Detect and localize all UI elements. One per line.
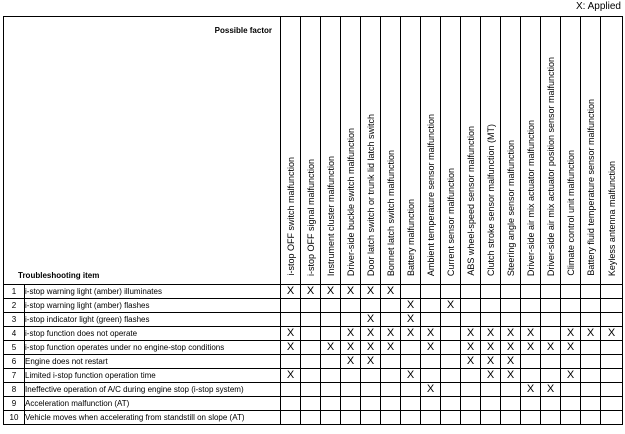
applied-mark: X — [421, 327, 441, 341]
empty-cell — [481, 285, 501, 299]
empty-cell — [381, 383, 401, 397]
empty-cell — [541, 411, 561, 425]
troubleshooting-item: i-stop indicator light (green) flashes — [25, 313, 281, 327]
empty-cell — [501, 397, 521, 411]
troubleshooting-item: i-stop warning light (amber) illuminates — [25, 285, 281, 299]
row-number: 7 — [4, 369, 25, 383]
empty-cell — [461, 313, 481, 327]
empty-cell — [501, 313, 521, 327]
applied-mark: X — [381, 341, 401, 355]
applied-mark: X — [361, 285, 381, 299]
factor-header — [361, 17, 381, 285]
applied-mark: X — [561, 369, 581, 383]
table-row — [4, 313, 623, 327]
empty-cell — [561, 285, 581, 299]
empty-cell — [301, 341, 321, 355]
row-number: 5 — [4, 341, 25, 355]
empty-cell — [481, 411, 501, 425]
row-number: 2 — [4, 299, 25, 313]
empty-cell — [581, 313, 601, 327]
factor-label: Bonnet latch switch malfunction — [385, 149, 396, 276]
empty-cell — [441, 313, 461, 327]
empty-cell — [561, 383, 581, 397]
factor-header — [421, 17, 441, 285]
applied-mark: X — [481, 355, 501, 369]
empty-cell — [441, 355, 461, 369]
applied-mark: X — [481, 341, 501, 355]
empty-cell — [461, 369, 481, 383]
empty-cell — [421, 313, 441, 327]
factor-header — [381, 17, 401, 285]
empty-cell — [341, 397, 361, 411]
empty-cell — [321, 411, 341, 425]
troubleshooting-item: Ineffective operation of A/C during engine stop (i-stop system) — [25, 383, 281, 397]
applied-mark: X — [521, 327, 541, 341]
empty-cell — [321, 397, 341, 411]
factor-label: Battery malfunction — [405, 198, 416, 276]
applied-mark: X — [361, 327, 381, 341]
header-row — [4, 17, 623, 285]
empty-cell — [301, 355, 321, 369]
empty-cell — [441, 327, 461, 341]
empty-cell — [401, 397, 421, 411]
applied-mark: X — [361, 313, 381, 327]
empty-cell — [521, 355, 541, 369]
row-number: 9 — [4, 397, 25, 411]
troubleshooting-item: i-stop function does not operate — [25, 327, 281, 341]
empty-cell — [401, 355, 421, 369]
applied-mark: X — [501, 355, 521, 369]
factor-label: i-stop OFF signal malfunction — [305, 158, 316, 276]
row-number: 1 — [4, 285, 25, 299]
empty-cell — [521, 285, 541, 299]
factor-header — [521, 17, 541, 285]
empty-cell — [501, 285, 521, 299]
applied-mark: X — [281, 369, 301, 383]
empty-cell — [521, 369, 541, 383]
factor-label: Current sensor malfunction — [445, 167, 456, 276]
empty-cell — [381, 313, 401, 327]
possible-factor-heading: Possible factor — [214, 26, 272, 35]
empty-cell — [381, 369, 401, 383]
factor-header — [501, 17, 521, 285]
applied-mark: X — [401, 313, 421, 327]
empty-cell — [301, 383, 321, 397]
empty-cell — [341, 369, 361, 383]
empty-cell — [341, 313, 361, 327]
empty-cell — [281, 313, 301, 327]
troubleshooting-item-heading: Troubleshooting item — [18, 271, 100, 280]
table-row — [4, 383, 623, 397]
factor-label: Steering angle sensor malfunction — [505, 139, 516, 276]
table-row — [4, 411, 623, 425]
troubleshooting-item: i-stop warning light (amber) flashes — [25, 299, 281, 313]
empty-cell — [461, 299, 481, 313]
table-row — [4, 355, 623, 369]
empty-cell — [401, 341, 421, 355]
empty-cell — [421, 355, 441, 369]
empty-cell — [381, 411, 401, 425]
empty-cell — [581, 355, 601, 369]
factor-header — [301, 17, 321, 285]
table-row — [4, 299, 623, 313]
applied-mark: X — [601, 327, 623, 341]
empty-cell — [521, 411, 541, 425]
empty-cell — [281, 355, 301, 369]
factor-header — [401, 17, 421, 285]
applied-mark: X — [581, 327, 601, 341]
empty-cell — [441, 411, 461, 425]
applied-mark: X — [341, 285, 361, 299]
empty-cell — [541, 355, 561, 369]
empty-cell — [541, 369, 561, 383]
applied-mark: X — [421, 341, 441, 355]
factor-header — [281, 17, 301, 285]
empty-cell — [421, 411, 441, 425]
applied-mark: X — [561, 341, 581, 355]
applied-mark: X — [341, 341, 361, 355]
empty-cell — [361, 369, 381, 383]
applied-mark: X — [381, 327, 401, 341]
empty-cell — [601, 313, 623, 327]
empty-cell — [561, 411, 581, 425]
applied-mark: X — [301, 285, 321, 299]
empty-cell — [361, 411, 381, 425]
empty-cell — [281, 383, 301, 397]
empty-cell — [581, 299, 601, 313]
applied-mark: X — [321, 285, 341, 299]
empty-cell — [601, 369, 623, 383]
empty-cell — [601, 397, 623, 411]
factor-label: Driver-side air mix actuator position sensor malfunction — [545, 56, 556, 276]
row-number: 8 — [4, 383, 25, 397]
applied-mark: X — [521, 383, 541, 397]
empty-cell — [461, 411, 481, 425]
factor-header — [461, 17, 481, 285]
empty-cell — [281, 299, 301, 313]
empty-cell — [481, 313, 501, 327]
empty-cell — [381, 397, 401, 411]
empty-cell — [521, 313, 541, 327]
empty-cell — [601, 355, 623, 369]
applied-mark: X — [401, 369, 421, 383]
applied-mark: X — [481, 327, 501, 341]
empty-cell — [341, 299, 361, 313]
row-number: 10 — [4, 411, 25, 425]
applied-mark: X — [401, 327, 421, 341]
factor-header — [581, 17, 601, 285]
empty-cell — [301, 411, 321, 425]
applied-mark: X — [401, 299, 421, 313]
empty-cell — [541, 285, 561, 299]
applied-mark: X — [441, 299, 461, 313]
applied-mark: X — [521, 341, 541, 355]
empty-cell — [321, 299, 341, 313]
factor-label: Driver-side air mix actuator malfunction — [525, 119, 536, 276]
factor-label: ABS wheel-speed sensor malfunction — [465, 126, 476, 276]
troubleshooting-item: Acceleration malfunction (AT) — [25, 397, 281, 411]
applied-mark: X — [361, 355, 381, 369]
empty-cell — [341, 383, 361, 397]
applied-mark: X — [281, 285, 301, 299]
empty-cell — [601, 383, 623, 397]
applied-mark: X — [361, 341, 381, 355]
legend: X: Applied — [575, 1, 621, 12]
applied-mark: X — [561, 327, 581, 341]
empty-cell — [401, 383, 421, 397]
empty-cell — [421, 299, 441, 313]
row-number: 3 — [4, 313, 25, 327]
applied-mark: X — [381, 285, 401, 299]
empty-cell — [541, 313, 561, 327]
empty-cell — [461, 285, 481, 299]
factor-header — [441, 17, 461, 285]
troubleshooting-item: Limited i-stop function operation time — [25, 369, 281, 383]
table-row — [4, 327, 623, 341]
empty-cell — [301, 397, 321, 411]
empty-cell — [361, 299, 381, 313]
empty-cell — [301, 327, 321, 341]
empty-cell — [461, 383, 481, 397]
applied-mark: X — [281, 327, 301, 341]
applied-mark: X — [461, 341, 481, 355]
empty-cell — [581, 369, 601, 383]
table-row — [4, 369, 623, 383]
empty-cell — [541, 327, 561, 341]
applied-mark: X — [321, 341, 341, 355]
empty-cell — [401, 285, 421, 299]
applied-mark: X — [541, 341, 561, 355]
empty-cell — [321, 327, 341, 341]
applied-mark: X — [281, 341, 301, 355]
empty-cell — [361, 397, 381, 411]
troubleshooting-item: i-stop function operates under no engine-stop conditions — [25, 341, 281, 355]
empty-cell — [501, 383, 521, 397]
factor-label: Climate control unit malfunction — [565, 150, 576, 276]
empty-cell — [541, 397, 561, 411]
empty-cell — [561, 313, 581, 327]
empty-cell — [441, 341, 461, 355]
empty-cell — [281, 397, 301, 411]
empty-cell — [561, 299, 581, 313]
empty-cell — [561, 355, 581, 369]
factor-label: Door latch switch or trunk lid latch switch — [365, 113, 376, 276]
empty-cell — [321, 313, 341, 327]
troubleshooting-item: Engine does not restart — [25, 355, 281, 369]
empty-cell — [441, 383, 461, 397]
empty-cell — [521, 299, 541, 313]
factor-header — [321, 17, 341, 285]
row-number: 6 — [4, 355, 25, 369]
empty-cell — [401, 411, 421, 425]
troubleshooting-item: Vehicle moves when accelerating from standstill on slope (AT) — [25, 411, 281, 425]
empty-cell — [381, 355, 401, 369]
applied-mark: X — [461, 327, 481, 341]
empty-cell — [601, 341, 623, 355]
applied-mark: X — [341, 327, 361, 341]
factor-label: Driver-side buckle switch malfunction — [345, 127, 356, 276]
empty-cell — [321, 355, 341, 369]
empty-cell — [301, 313, 321, 327]
empty-cell — [461, 397, 481, 411]
empty-cell — [441, 369, 461, 383]
empty-cell — [601, 299, 623, 313]
empty-cell — [481, 299, 501, 313]
empty-cell — [301, 369, 321, 383]
applied-mark: X — [501, 369, 521, 383]
factor-label: Keyless antenna malfunction — [606, 160, 617, 276]
empty-cell — [581, 397, 601, 411]
factor-label: i-stop OFF switch malfunction — [285, 157, 296, 276]
empty-cell — [281, 411, 301, 425]
empty-cell — [501, 299, 521, 313]
table-row — [4, 397, 623, 411]
empty-cell — [361, 383, 381, 397]
empty-cell — [481, 383, 501, 397]
factor-header — [541, 17, 561, 285]
empty-cell — [501, 411, 521, 425]
applied-mark: X — [341, 355, 361, 369]
empty-cell — [341, 411, 361, 425]
factor-header — [481, 17, 501, 285]
empty-cell — [301, 299, 321, 313]
empty-cell — [601, 411, 623, 425]
corner-header — [4, 17, 281, 285]
empty-cell — [601, 285, 623, 299]
table-row — [4, 341, 623, 355]
empty-cell — [581, 341, 601, 355]
empty-cell — [441, 397, 461, 411]
empty-cell — [561, 397, 581, 411]
empty-cell — [581, 285, 601, 299]
row-number: 4 — [4, 327, 25, 341]
factor-header — [341, 17, 361, 285]
empty-cell — [481, 397, 501, 411]
applied-mark: X — [481, 369, 501, 383]
applied-mark: X — [501, 341, 521, 355]
empty-cell — [321, 383, 341, 397]
empty-cell — [441, 285, 461, 299]
empty-cell — [381, 299, 401, 313]
empty-cell — [541, 299, 561, 313]
factor-label: Ambient temperature sensor malfunction — [425, 113, 436, 276]
empty-cell — [421, 369, 441, 383]
applied-mark: X — [461, 355, 481, 369]
empty-cell — [321, 369, 341, 383]
table-row — [4, 285, 623, 299]
applied-mark: X — [541, 383, 561, 397]
factor-label: Battery fluid temperature sensor malfunction — [585, 99, 596, 276]
empty-cell — [581, 411, 601, 425]
empty-cell — [581, 383, 601, 397]
empty-cell — [521, 397, 541, 411]
applied-mark: X — [501, 327, 521, 341]
troubleshooting-matrix — [3, 16, 623, 425]
factor-header — [601, 17, 623, 285]
applied-mark: X — [421, 383, 441, 397]
factor-header — [561, 17, 581, 285]
empty-cell — [421, 285, 441, 299]
factor-label: Clutch stroke sensor malfunction (MT) — [485, 123, 496, 276]
factor-label: Instrument cluster malfunction — [325, 155, 336, 276]
empty-cell — [421, 397, 441, 411]
